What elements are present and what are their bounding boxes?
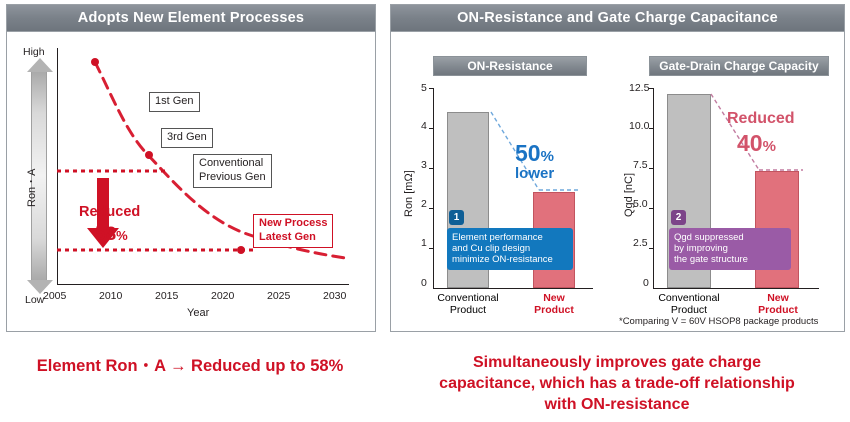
gate-charge-cat-conventional [649,292,729,316]
gate-charge-ytick-5-0: 5.0 [633,198,648,210]
callout-conventional-line2: Previous Gen [199,170,266,183]
callout-new-process-latest-gen [253,214,333,248]
on-resistance-chart-title: ON-Resistance [433,56,587,76]
on-resistance-tickmark-1 [429,248,433,249]
callout-new-process-line1: New Process [259,217,328,229]
gate-charge-ytick-12-5: 12.5 [629,82,650,94]
on-resistance-highlight-word: lower [515,165,555,182]
on-resistance-y-axis-title: Ron [mΩ] [403,170,415,217]
x-tick-2005: 2005 [43,290,67,302]
on-resistance-x-axis [433,288,593,289]
gate-charge-highlight-value-group [737,130,795,157]
gate-charge-cat-new [743,292,813,316]
gate-charge-tickmark-7-5 [649,168,653,169]
left-panel-title: Adopts New Element Processes [6,4,376,32]
on-resistance-highlight-unit: % [540,148,554,165]
on-resistance-highlight-value: 50 [515,140,541,166]
on-resistance-cat-new-line1: New [543,292,565,304]
gate-charge-note-line2: by improving [674,243,728,255]
on-resistance-tickmark-4 [429,128,433,129]
on-resistance-cat-conventional [429,292,507,316]
callout-1st-gen: 1st Gen [149,92,200,112]
right-caption-line1: Simultaneously improves gate charge [472,354,762,371]
callout-new-process-line2: Latest Gen [259,230,316,243]
right-caption-line3: with ON-resistance [544,396,690,414]
on-resistance-y-axis [433,88,434,288]
arrow-up-icon [27,58,53,72]
gate-charge-ytick-0: 0 [643,277,649,289]
y-axis-low-label: Low [25,294,45,306]
gate-charge-cat-conventional-line2: Product [670,304,708,317]
on-resistance-ytick-5: 5 [421,82,427,94]
on-resistance-cat-conventional-line2: Product [449,304,487,317]
right-panel-title: ON-Resistance and Gate Charge Capacitance [390,4,845,32]
gate-charge-x-axis [653,288,819,289]
x-axis-title: Year [187,307,210,319]
data-point-3rd-gen [145,151,153,159]
on-resistance-note-number: 1 [449,210,464,225]
x-tick-2030: 2030 [323,290,347,302]
reduced-value-group [95,224,128,246]
on-resistance-note-line1: Element performance [452,232,543,243]
x-tick-2020: 2020 [211,290,235,302]
x-tick-2010: 2010 [99,290,123,302]
on-resistance-cat-new [519,292,589,316]
on-resistance-highlight [515,140,554,182]
on-resistance-note-line3: minimize ON-resistance [452,254,553,266]
on-resistance-ytick-4: 4 [421,120,427,132]
right-caption-line2: capacitance, which has a trade-off relationship [439,375,795,393]
gate-charge-y-axis-title: Qgd [nC] [623,172,635,217]
gate-charge-highlight [727,110,795,157]
gate-charge-tickmark-10 [649,128,653,129]
ron-a-trend-chart [6,32,376,332]
left-caption: Element Ron・A → Reduced up to 58% [36,357,344,375]
gate-charge-highlight-word: Reduced [727,110,795,127]
gate-charge-chart-title: Gate-Drain Charge Capacity [649,56,829,76]
on-resistance-ytick-1: 1 [421,237,427,249]
gate-charge-ytick-2-5: 2.5 [633,237,648,249]
gate-charge-y-axis [653,88,654,288]
on-resistance-ytick-3: 3 [421,159,427,171]
on-resistance-note-line2: and Cu clip design [452,243,531,255]
callout-conventional-previous-gen [193,154,272,188]
on-resistance-ytick-0: 0 [421,277,427,289]
y-axis-high-label: High [23,46,45,58]
gate-charge-tickmark-12-5 [649,88,653,89]
x-tick-2025: 2025 [267,290,291,302]
callout-3rd-gen: 3rd Gen [161,128,213,148]
gate-charge-tickmark-5 [649,208,653,209]
right-panel [390,4,845,344]
left-panel [6,4,376,344]
on-resistance-tickmark-5 [429,88,433,89]
reduced-unit: % [116,228,128,243]
x-tick-2015: 2015 [155,290,179,302]
callout-conventional-line1: Conventional [199,157,264,169]
footnote: *Comparing V = 60V HSOP8 package products [619,316,819,327]
gate-charge-cat-new-line1: New [767,292,789,304]
right-charts-area [390,32,845,332]
reduced-value: 58 [95,224,117,245]
x-axis-line [57,284,349,285]
on-resistance-tickmark-2 [429,208,433,209]
gate-charge-note-number: 2 [671,210,686,225]
gate-charge-note-badge [669,228,791,270]
y-axis-title: Ron・A [26,168,38,207]
right-caption [386,352,848,415]
on-resistance-cat-new-line2: Product [534,304,574,317]
on-resistance-tickmark-3 [429,168,433,169]
gate-charge-note-line3: the gate structure [674,254,748,266]
gate-charge-ytick-10-0: 10.0 [629,120,650,132]
gate-charge-cat-new-line2: Product [758,304,798,317]
gate-charge-cat-conventional-line1: Conventional [658,292,720,304]
gate-charge-tickmark-2-5 [649,248,653,249]
on-resistance-note-badge [447,228,573,270]
on-resistance-cat-conventional-line1: Conventional [437,292,499,304]
gate-charge-highlight-unit: % [762,138,776,155]
data-point-latest-gen [237,246,245,254]
gate-charge-note-line1: Qgd suppressed [674,232,744,243]
data-point-1st-gen [91,58,99,66]
on-resistance-ytick-2: 2 [421,198,427,210]
gate-charge-highlight-value: 40 [737,130,763,156]
reduced-label: Reduced [79,204,141,220]
gate-charge-ytick-7-5: 7.5 [633,159,648,171]
